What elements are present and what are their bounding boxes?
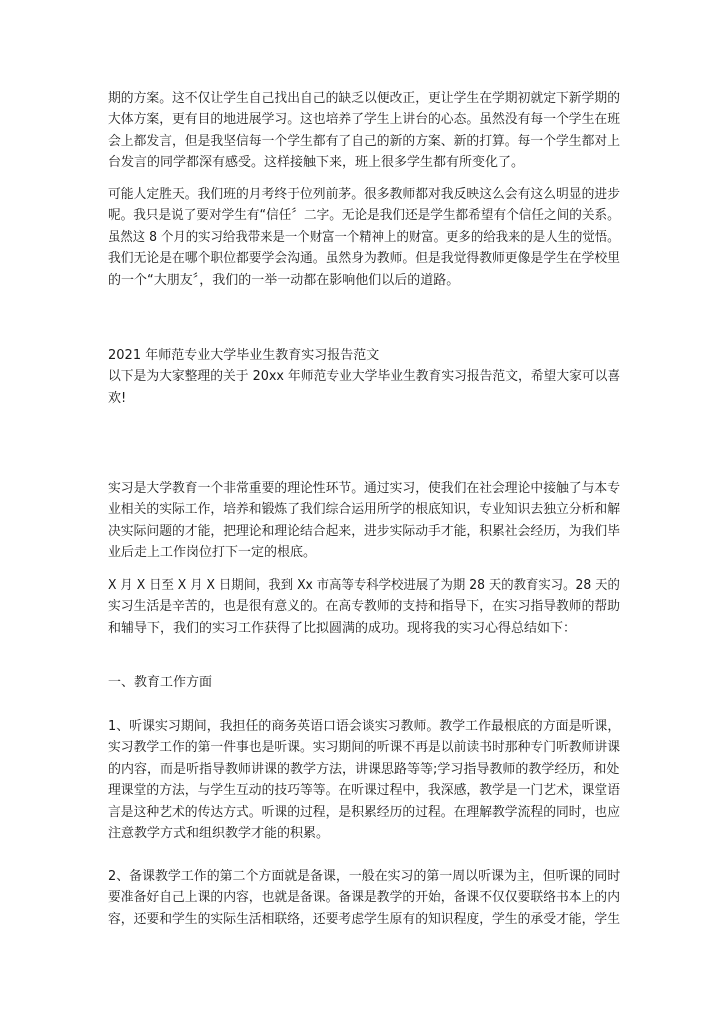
text-line: 注意教学方式和组织教学才能的积累。 [108, 826, 330, 842]
text-line: 业相关的实际工作，培养和锻炼了我们综合运用所学的根底知识，专业知识去独立分析和解 [108, 502, 621, 518]
text-line: 言是这种艺术的传达方式。听课的过程，是积累经历的过程。在理解教学流程的同时，也应 [108, 804, 621, 820]
text-line: 呢。我只是说了要对学生有“信任〞二字。无论是我们还是学生都希望有个信任之间的关系。 [108, 208, 620, 224]
text-line: 的一个“大朋友〞，我们的一举一动都在影响他们以后的道路。 [108, 272, 460, 288]
text-line: 台发言的同学都深有感受。这样接触下来，班上很多学生都有所变化了。 [108, 155, 525, 171]
text-line: 2、备课教学工作的第二个方面就是备课，一般在实习的第一周以听课为主，但听课的同时 [108, 869, 621, 884]
text-line: 容，还要和学生的实际生活相联络，还要考虑学生原有的知识程度，学生的承受才能，学生 [108, 911, 621, 927]
paragraph-7 [108, 716, 628, 844]
text-line: 大体方案，更有目的地进展学习。这也培养了学生上讲台的心态。虽然没有每一个学生在班 [108, 112, 621, 128]
text-line: 和辅导下，我们的实习工作获得了比拟圆满的成功。现将我的实习心得总结如下： [108, 620, 577, 636]
paragraph-4 [108, 478, 628, 564]
text-line: 业后走上工作岗位打下一定的根底。 [108, 545, 317, 561]
paragraph-2 [108, 184, 645, 291]
text-line: 理课堂的方法，与学生互动的技巧等等。在听课过程中，我深感，教学是一门艺术，课堂语 [108, 783, 621, 799]
text-line: 1、听课实习期间，我担任的商务英语口语会谈实习教师。教学工作最根底的方面是听课， [108, 719, 621, 734]
text-line: 期的方案。这不仅让学生自己找出自己的缺乏以便改正，更让学生在学期初就定下新学期的 [108, 91, 621, 106]
text-line: X 月 X 日至 X 月 X 日期间，我到 Xx 市高等专科学校进展了为期 28 天的教育实习。28 天的 [108, 578, 620, 593]
article-title-block [108, 345, 629, 409]
article-title: 2021 年师范专业大学毕业生教育实习报告范文 [108, 348, 380, 363]
text-line: 决实际问题的才能，把理论和理论结合起来，进步实际动手才能，积累社会经历，为我们毕 [108, 523, 621, 539]
paragraph-1 [108, 88, 628, 174]
article-intro: 以下是为大家整理的关于 20xx 年师范专业大学毕业生教育实习报告范文，希望大家可以喜 [108, 369, 621, 385]
article-intro: 欢! [108, 390, 127, 406]
paragraph-5 [108, 575, 646, 639]
text-line: 的内容，而是听指导教师讲课的教学方法，讲课思路等等;学习指导教师的教学经历，和处 [108, 761, 620, 777]
text-line: 要准备好自己上课的内容，也就是备课。备课是教学的开始，备课不仅仅要联络书本上的内 [108, 890, 621, 906]
text-line: 我们无论是在哪个职位都要学会沟通。虽然身为教师。但是我觉得教师更像是学生在学校里 [108, 251, 621, 267]
text-line: 虽然这 8 个月的实习给我带来是一个财富一个精神上的财富。更多的给我来的是人生的觉悟。 [108, 229, 620, 245]
text-line: 实习教学工作的第一件事也是听课。实习期间的听课不再是以前读书时那种专门听教师讲课 [108, 740, 621, 756]
text-line: 可能人定胜天。我们班的月考终于位列前茅。很多教师都对我反映这么会有这么明显的进步 [108, 187, 621, 202]
text-line: 实习是大学教育一个非常重要的理论性环节。通过实习，使我们在社会理论中接触了与本专 [108, 481, 621, 496]
paragraph-8 [108, 866, 628, 930]
text-line: 会上都发言，但是我坚信每一个学生都有了自己的新的方案、新的打算。每一个学生都对上 [108, 133, 621, 149]
text-line: 实习生活是辛苦的，也是很有意义的。在高专教师的支持和指导下，在实习指导教师的帮助 [108, 599, 621, 615]
section-heading [108, 672, 212, 693]
heading-text: 一、教育工作方面 [108, 675, 213, 690]
